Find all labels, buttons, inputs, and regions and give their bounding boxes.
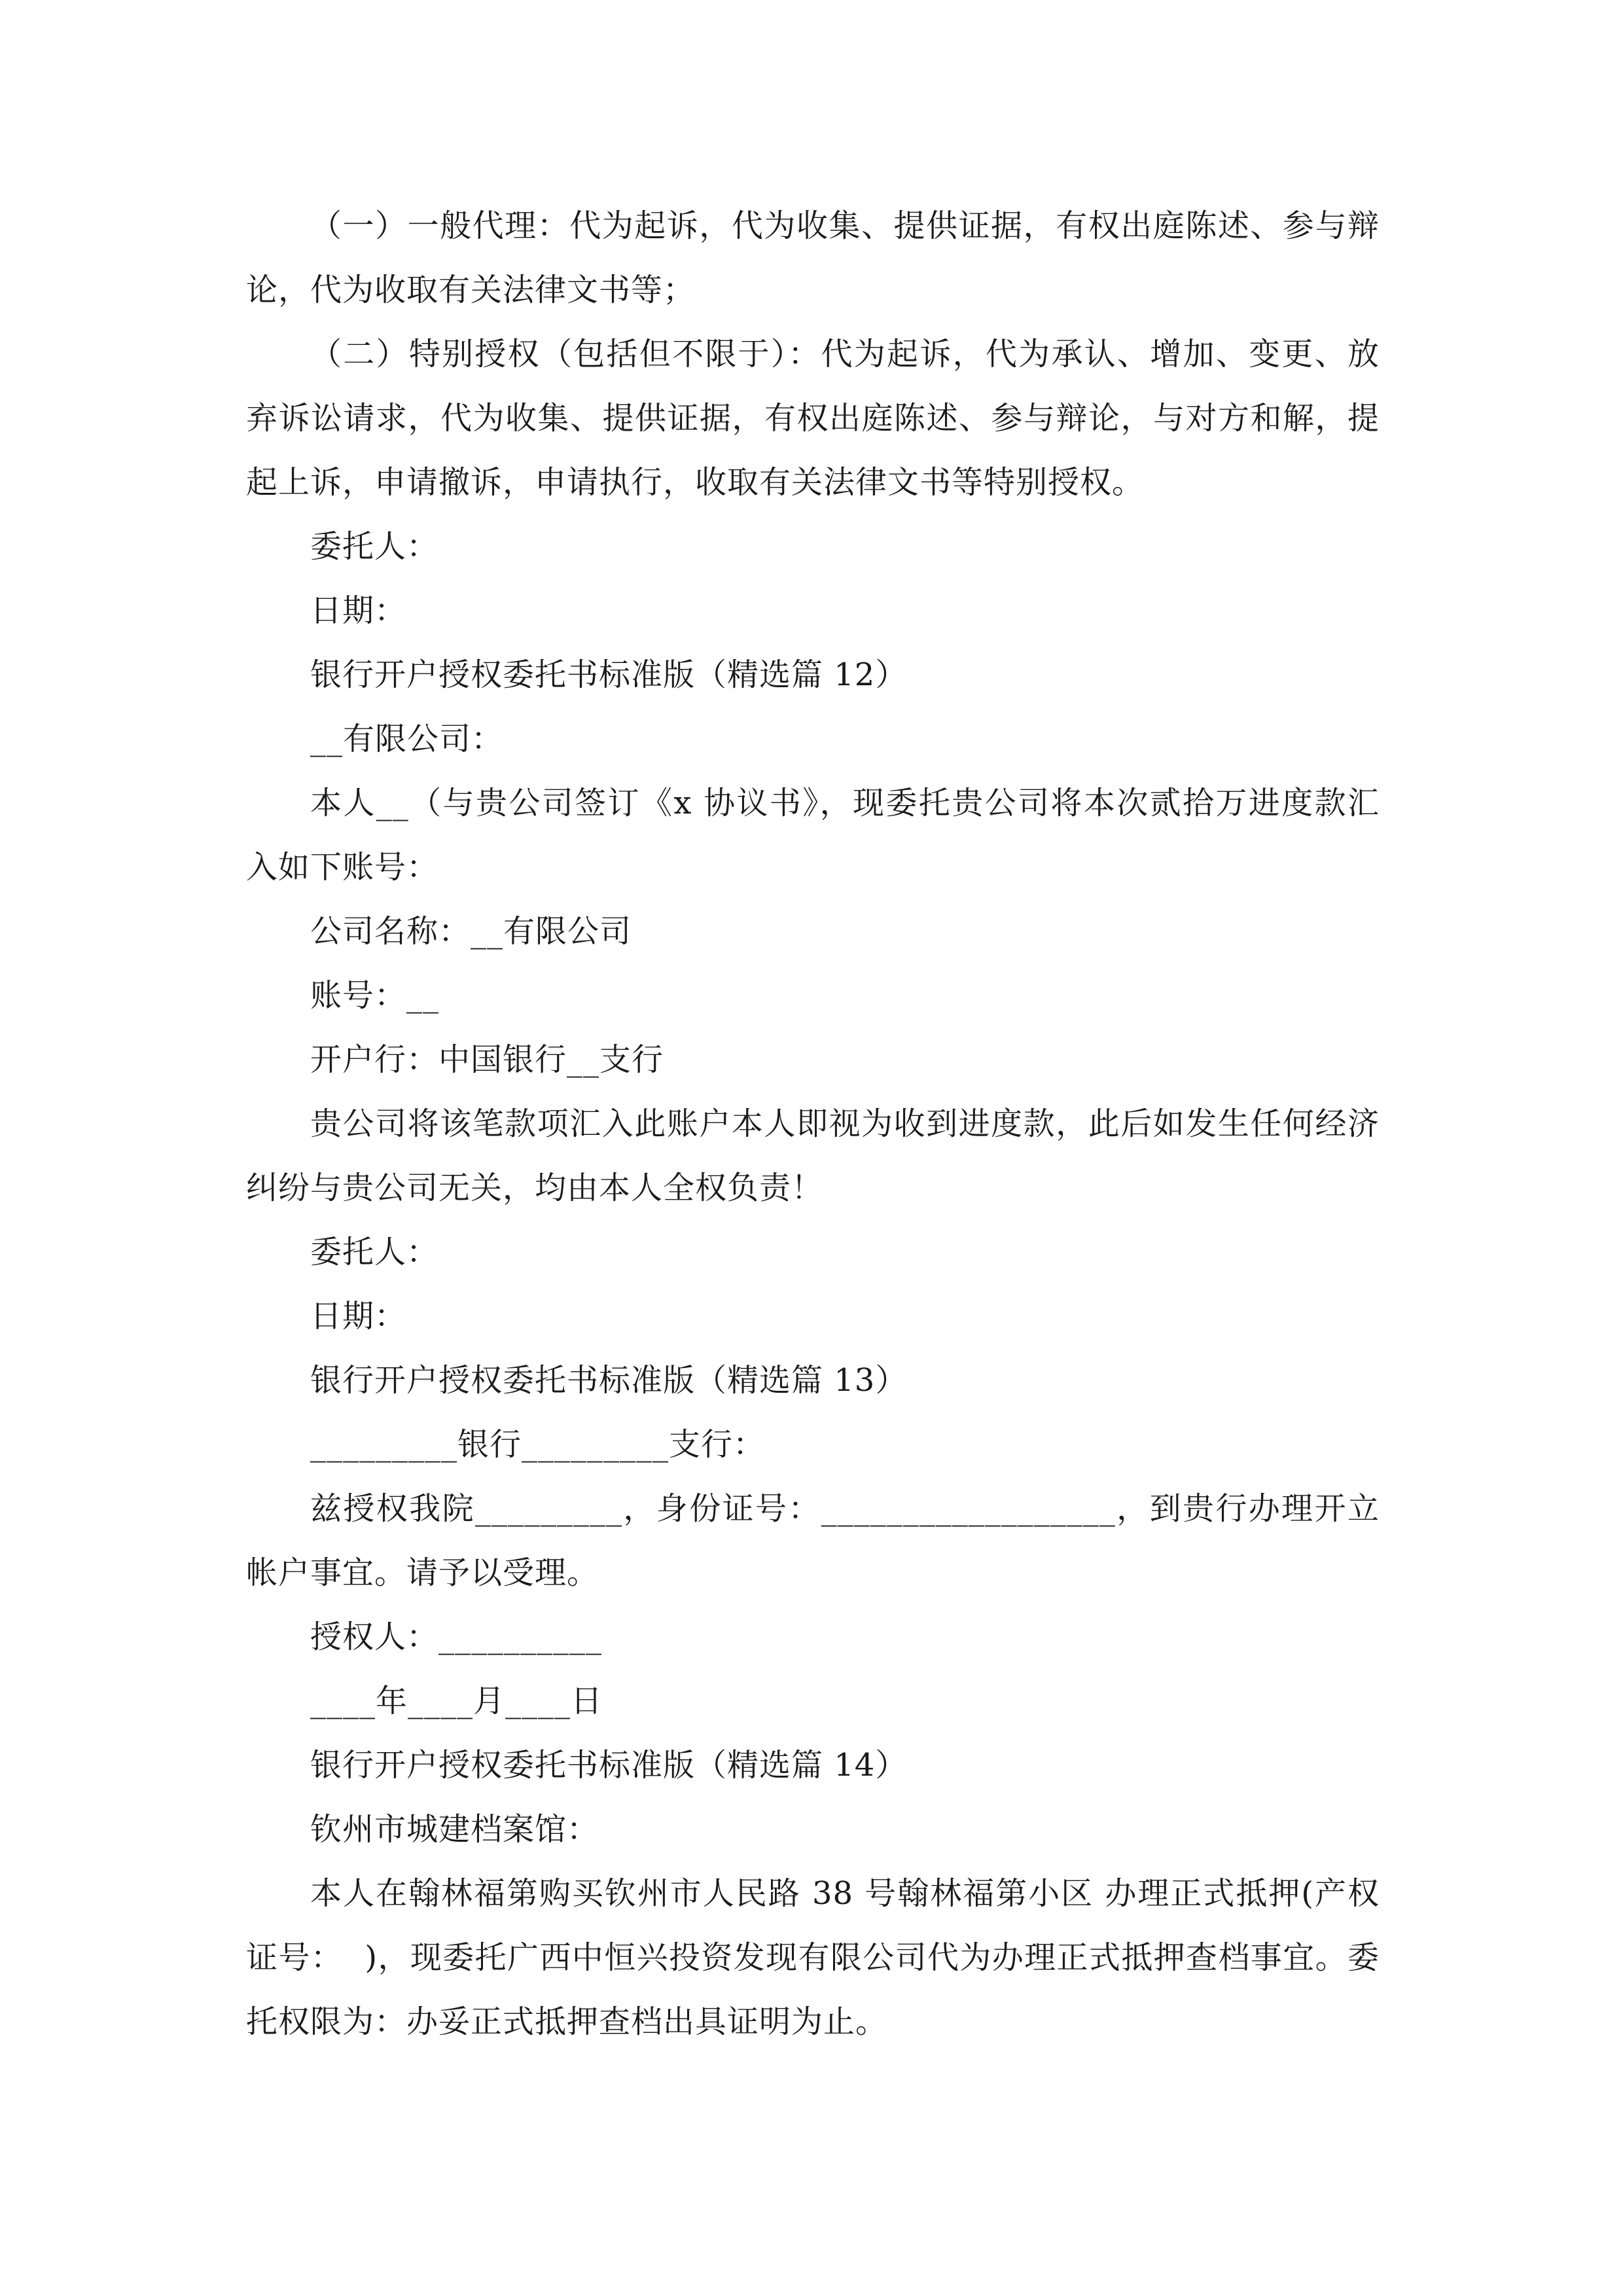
document-body (246, 194, 1380, 2054)
date-label-2: 日期： (310, 1298, 407, 1335)
date-blank-line: ____年____月____日 (310, 1683, 603, 1719)
date-label: 日期： (310, 592, 407, 629)
company-name-line: 公司名称：__有限公司 (310, 913, 632, 950)
bank-branch-line: 开户行：中国银行__支行 (310, 1041, 664, 1078)
addressee-bank: _________银行_________支行： (310, 1426, 766, 1463)
authorizer-line: 授权人：__________ (310, 1619, 603, 1655)
addressee-archive: 钦州市城建档案馆： (310, 1811, 599, 1848)
section-heading-14: 银行开户授权委托书标准版（精选篇 14） (310, 1747, 908, 1784)
paragraph-special-authorization: （二）特别授权（包括但不限于）：代为起诉，代为承认、增加、变更、放弃诉讼请求，代为收集、提供证据，有权出庭陈述、参与辩论，与对方和解，提起上诉，申请撤诉，申请执行，收取有关法律文书等特别授权。 (246, 336, 1380, 501)
paragraph-account-opening: 兹授权我院_________，身份证号：__________________，到贵行办理开立帐户事宜。请予以受理。 (246, 1490, 1380, 1591)
principal-label-2: 委托人： (310, 1234, 439, 1270)
section-heading-12: 银行开户授权委托书标准版（精选篇 12） (310, 656, 908, 693)
paragraph-remit-request: 本人__（与贵公司签订《x 协议书》，现委托贵公司将本次贰拾万进度款汇入如下账号： (246, 785, 1380, 886)
account-number-line: 账号：__ (310, 977, 440, 1014)
section-heading-13: 银行开户授权委托书标准版（精选篇 13） (310, 1362, 908, 1399)
principal-label: 委托人： (310, 528, 439, 565)
paragraph-mortgage-inquiry: 本人在翰林福第购买钦州市人民路 38 号翰林福第小区 办理正式抵押(产权证号： )，现委托广西中恒兴投资发现有限公司代为办理正式抵押查档事宜。委托权限为：办妥正式抵押查档出具证明为止。 (246, 1875, 1380, 2040)
addressee-company: __有限公司： (310, 721, 504, 757)
paragraph-liability: 贵公司将该笔款项汇入此账户本人即视为收到进度款，此后如发生任何经济纠纷与贵公司无关，均由本人全权负责！ (246, 1105, 1380, 1206)
paragraph-general-agency: （一）一般代理：代为起诉，代为收集、提供证据，有权出庭陈述、参与辩论，代为收取有关法律文书等； (246, 207, 1380, 308)
